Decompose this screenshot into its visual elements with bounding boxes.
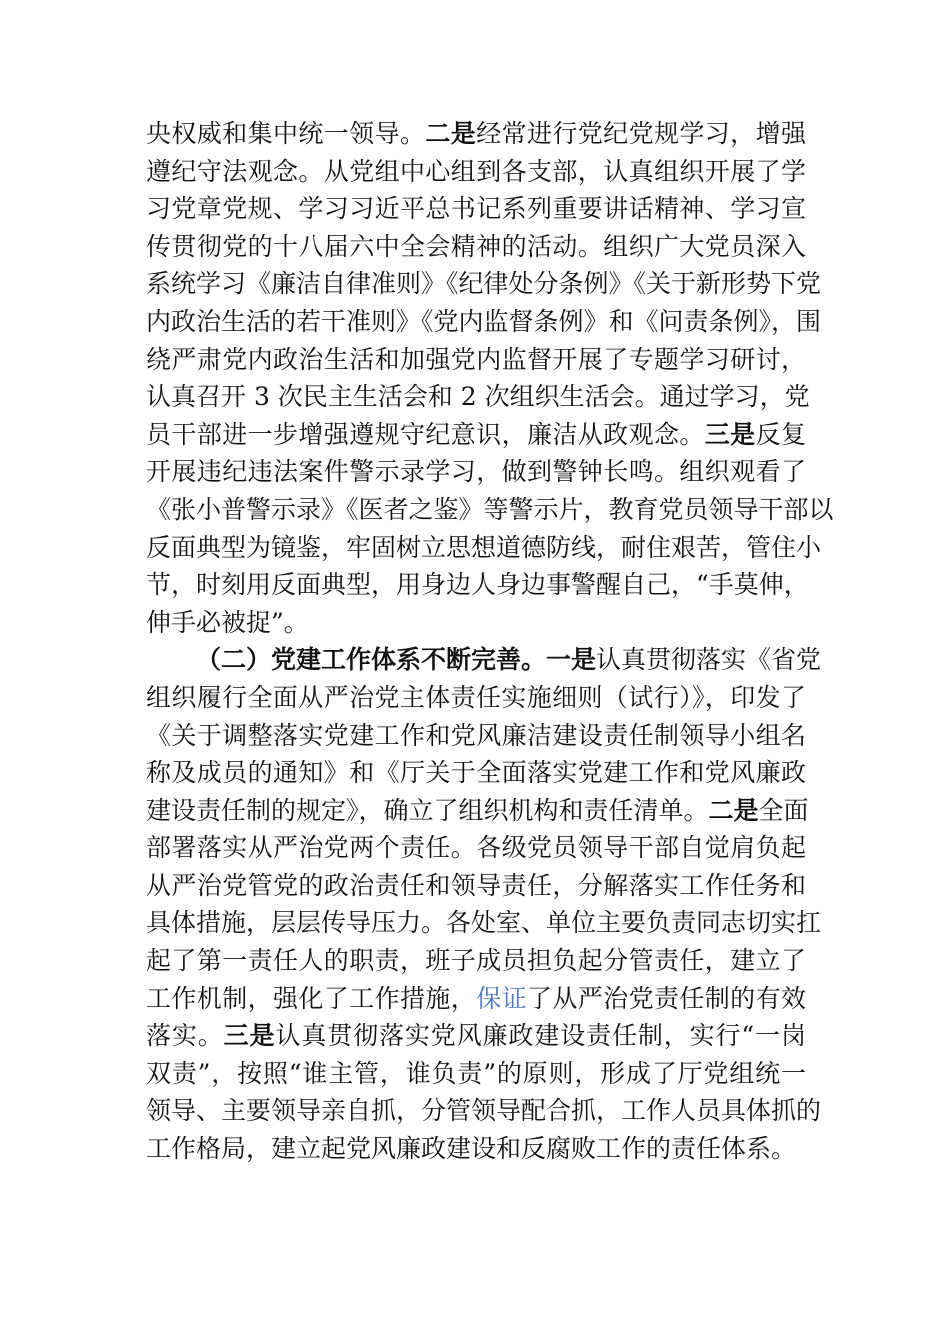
hyperlink-baozheng[interactable]: 保证 [476, 983, 527, 1013]
paragraph-discipline-study [146, 115, 834, 641]
text-line: 员干部进一步增强遵规守纪意识，廉洁从政观念。三是反复 [146, 419, 806, 449]
section-heading-line: （二）党建工作体系不断完善。一是认真贯彻落实《省党 [196, 645, 822, 675]
text-line: 《张小普警示录》《医者之鉴》等警示片，教育党员领导干部以 [146, 494, 834, 524]
text-line: 建设责任制的规定》，确立了组织机构和责任清单。二是全面 [146, 795, 809, 825]
text-line: 反面典型为镜鉴，牢固树立思想道德防线，耐住艰苦，管住小 [146, 532, 822, 562]
section-heading: （二）党建工作体系不断完善。 [196, 645, 547, 675]
text-line: 具体措施，层层传导压力。各处室、单位主要负责同志切实扛 [146, 908, 822, 938]
bold-marker: 三是 [704, 419, 756, 449]
text-line: 双责”，按照“谁主管，谁负责”的原则，形成了厅党组统一 [146, 1058, 806, 1088]
text-line: 领导、主要领导亲自抓，分管领导配合抓，工作人员具体抓的 [146, 1096, 822, 1126]
text-line: 节，时刻用反面典型，用身边人身边事警醒自己，“手莫伸， [146, 570, 809, 600]
text-line: 《关于调整落实党建工作和党风廉洁建设责任制领导小组名 [146, 720, 806, 750]
paragraph-party-building-system [146, 641, 822, 1167]
text-line: 开展违纪违法案件警示录学习，做到警钟长鸣。组织观看了 [146, 457, 806, 487]
text-line: 内政治生活的若干准则》《党内监督条例》和《问责条例》，围 [146, 306, 822, 336]
text-line: 习党章党规、学习习近平总书记系列重要讲话精神、学习宣 [146, 194, 806, 224]
text-line: 从严治党管党的政治责任和领导责任，分解落实工作任务和 [146, 870, 806, 900]
text-line: 工作机制，强化了工作措施，保证了从严治党责任制的有效 [146, 983, 806, 1013]
text-line: 工作格局，建立起党风廉政建设和反腐败工作的责任体系。 [146, 1134, 797, 1164]
document-page [146, 115, 834, 1168]
bold-marker: 二是 [425, 119, 477, 148]
text-line: 遵纪守法观念。从党组中心组到各支部，认真组织开展了学 [146, 156, 806, 186]
text-line: 认真召开 3 次民主生活会和 2 次组织生活会。通过学习，党 [146, 382, 810, 412]
bold-marker: 二是 [708, 795, 759, 825]
text-line: 央权威和集中统一领导。二是经常进行党纪党规学习，增强 [146, 119, 806, 148]
text-line: 系统学习《廉洁自律准则》《纪律处分条例》《关于新形势下党 [146, 269, 822, 299]
bold-marker: 三是 [223, 1021, 276, 1051]
text-line: 称及成员的通知》和《厅关于全面落实党建工作和党风廉政 [146, 758, 806, 788]
text-line: 组织履行全面从严治党主体责任实施细则（试行）》，印发了 [146, 682, 806, 712]
bold-marker: 一是 [546, 645, 597, 675]
text-line: 伸手必被捉”。 [146, 607, 309, 637]
text-line: 传贯彻党的十八届六中全会精神的活动。组织广大党员深入 [146, 231, 806, 261]
text-line: 绕严肃党内政治生活和加强党内监督开展了专题学习研讨， [146, 344, 806, 374]
text-line: 落实。三是认真贯彻落实党风廉政建设责任制，实行“一岗 [146, 1021, 806, 1051]
text-line: 部署落实从严治党两个责任。各级党员领导干部自觉肩负起 [146, 833, 806, 863]
text-line: 起了第一责任人的职责，班子成员担负起分管责任，建立了 [146, 946, 806, 976]
